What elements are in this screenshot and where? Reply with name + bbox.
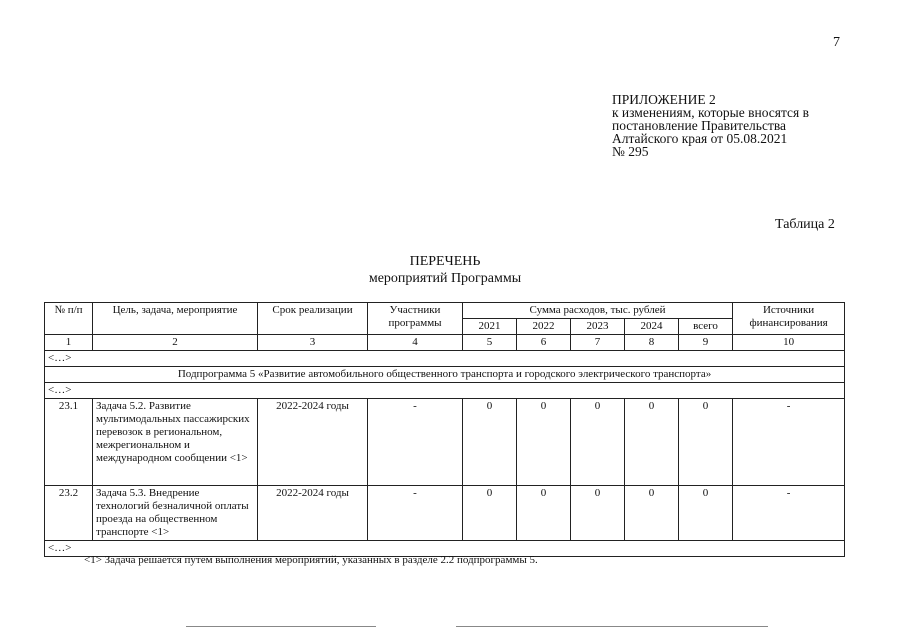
row-period: 2022-2024 годы bbox=[258, 486, 368, 541]
omission-marker: <…> bbox=[45, 383, 845, 399]
header-period: Срок реализации bbox=[258, 303, 368, 335]
measures-table bbox=[44, 302, 845, 557]
column-number: 1 bbox=[45, 335, 93, 351]
omission-marker: <…> bbox=[45, 351, 845, 367]
appendix-line: № 295 bbox=[612, 144, 649, 159]
row-sources: - bbox=[733, 486, 845, 541]
header-num: № п/п bbox=[45, 303, 93, 335]
appendix-line: Алтайского края от 05.08.2021 bbox=[612, 131, 788, 146]
row-value: 0 bbox=[625, 486, 679, 541]
document-subtitle: мероприятий Программы bbox=[368, 271, 522, 286]
column-number: 9 bbox=[679, 335, 733, 351]
row-value: 0 bbox=[571, 486, 625, 541]
column-number: 5 bbox=[463, 335, 517, 351]
scan-artifact-line bbox=[186, 626, 376, 627]
row-value: 0 bbox=[571, 399, 625, 486]
row-participants: - bbox=[368, 399, 463, 486]
row-total: 0 bbox=[679, 399, 733, 486]
column-number: 8 bbox=[625, 335, 679, 351]
row-value: 0 bbox=[517, 486, 571, 541]
table-row bbox=[45, 399, 845, 486]
header-goal: Цель, задача, мероприятие bbox=[93, 303, 258, 335]
row-value: 0 bbox=[625, 399, 679, 486]
document-title: ПЕРЕЧЕНЬ bbox=[409, 254, 481, 269]
row-period: 2022-2024 годы bbox=[258, 399, 368, 486]
row-sources: - bbox=[733, 399, 845, 486]
header-year: 2024 bbox=[625, 319, 679, 335]
header-year: 2022 bbox=[517, 319, 571, 335]
header-participants: Участники программы bbox=[368, 303, 463, 335]
appendix-title: ПРИЛОЖЕНИЕ 2 bbox=[612, 92, 716, 107]
table-row bbox=[45, 486, 845, 541]
header-year: 2021 bbox=[463, 319, 517, 335]
column-number: 3 bbox=[258, 335, 368, 351]
column-number: 4 bbox=[368, 335, 463, 351]
row-value: 0 bbox=[517, 399, 571, 486]
header-expenses: Сумма расходов, тыс. рублей bbox=[463, 303, 733, 319]
column-number: 6 bbox=[517, 335, 571, 351]
row-num: 23.2 bbox=[45, 486, 93, 541]
row-goal: Задача 5.3. Внедрение технологий безналичной оплаты проезда на общественном транспорте <1> bbox=[93, 486, 258, 541]
column-number: 2 bbox=[93, 335, 258, 351]
appendix-block bbox=[612, 93, 809, 158]
row-value: 0 bbox=[463, 399, 517, 486]
row-value: 0 bbox=[463, 486, 517, 541]
table-label: Таблица 2 bbox=[775, 217, 835, 232]
row-total: 0 bbox=[679, 486, 733, 541]
page-number: 7 bbox=[833, 35, 840, 50]
column-number: 7 bbox=[571, 335, 625, 351]
header-year: 2023 bbox=[571, 319, 625, 335]
omission-marker: <…> bbox=[45, 541, 845, 557]
column-number: 10 bbox=[733, 335, 845, 351]
footnote: <1> Задача решается путем выполнения мероприятий, указанных в разделе 2.2 подпрограммы 5. bbox=[84, 554, 538, 566]
header-total: всего bbox=[679, 319, 733, 335]
subprogram-title: Подпрограмма 5 «Развитие автомобильного общественного транспорта и городского электрического транспорта» bbox=[45, 367, 845, 383]
appendix-line: постановление Правительства bbox=[612, 118, 787, 133]
row-participants: - bbox=[368, 486, 463, 541]
header-sources: Источники финансирования bbox=[733, 303, 845, 335]
scan-artifact-line bbox=[456, 626, 768, 627]
appendix-line: к изменениям, которые вносятся в bbox=[612, 105, 810, 120]
row-goal: Задача 5.2. Развитие мультимодальных пассажирских перевозок в региональном, межрегиональном и международном сообщении <1> bbox=[93, 399, 258, 486]
row-num: 23.1 bbox=[45, 399, 93, 486]
document-heading bbox=[0, 253, 890, 287]
